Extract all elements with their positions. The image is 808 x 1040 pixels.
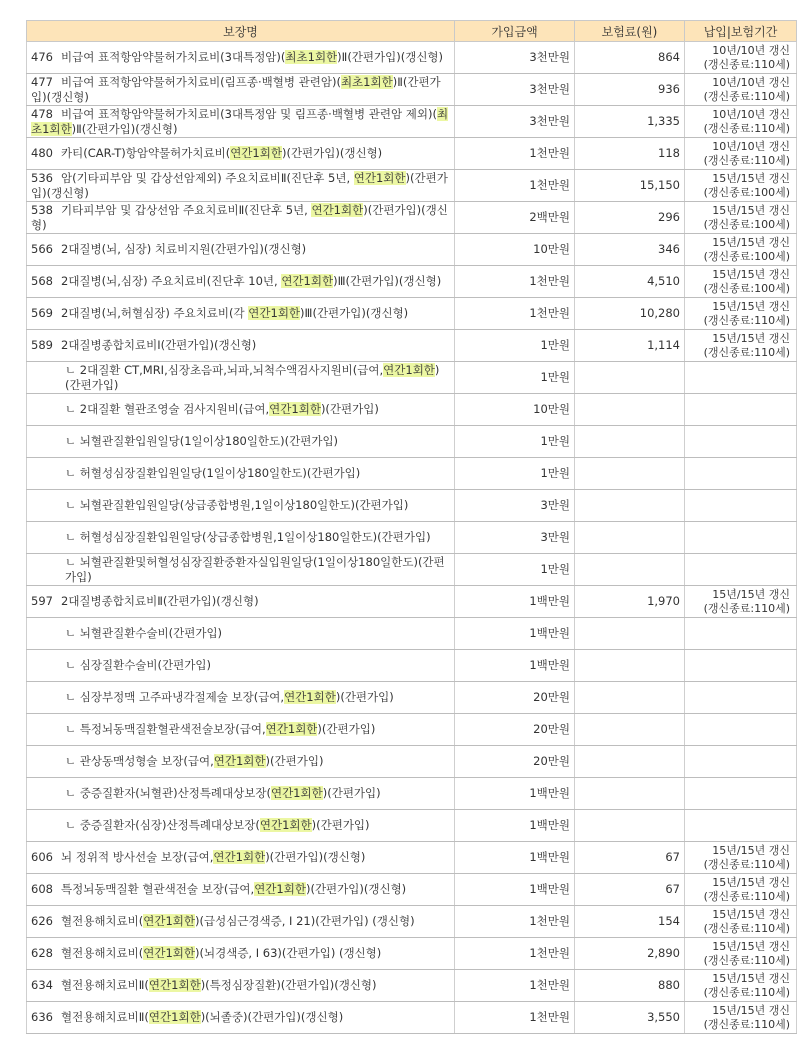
coverage-text: 혈전용해치료비( — [61, 946, 144, 960]
coverage-text: ㄴ 뇌혈관질환입원일당(1일이상180일한도)(간편가입) — [65, 434, 339, 448]
coverage-code: 628 — [31, 946, 53, 960]
insured-amount-cell: 3만원 — [455, 522, 575, 554]
payment-period-cell — [685, 714, 797, 746]
period-end-age: (갱신종료:100세) — [703, 217, 790, 231]
coverage-code: 589 — [31, 338, 53, 352]
premium-cell: 880 — [575, 970, 685, 1002]
premium-cell — [575, 810, 685, 842]
payment-period-cell — [685, 906, 797, 938]
coverage-code: 569 — [31, 306, 53, 320]
insured-amount-cell: 1천만원 — [455, 906, 575, 938]
period-end-age: (갱신종료:110세) — [703, 921, 790, 935]
premium-cell: 118 — [575, 138, 685, 170]
premium-cell — [575, 650, 685, 682]
table-row — [27, 618, 797, 650]
period-end-age: (갱신종료:110세) — [703, 953, 790, 967]
table-row — [27, 874, 797, 906]
payment-period-cell — [685, 554, 797, 586]
coverage-text: )(간편가입)(갱신형) — [281, 146, 383, 160]
coverage-text: ㄴ 뇌혈관질환수술비(간편가입) — [65, 626, 223, 640]
limit-highlight: 연간1회한 — [265, 722, 318, 736]
table-row — [27, 714, 797, 746]
coverage-name-cell — [27, 74, 455, 106]
table-row — [27, 586, 797, 618]
limit-highlight: 연간1회한 — [148, 1010, 201, 1024]
period-term: 15년/15년 갱신 — [712, 971, 790, 985]
coverage-name-cell — [27, 330, 455, 362]
payment-period-cell — [685, 234, 797, 266]
insured-amount-cell: 1천만원 — [455, 170, 575, 202]
premium-cell: 15,150 — [575, 170, 685, 202]
coverage-text: 암(기타피부암 및 갑상선암제외) 주요치료비Ⅱ(진단후 5년, — [61, 170, 354, 185]
coverage-name-cell — [27, 810, 455, 842]
period-end-age: (갱신종료:110세) — [703, 153, 790, 167]
coverage-text: 카티(CAR-T)항암약물허가치료비( — [61, 146, 231, 160]
premium-cell — [575, 490, 685, 522]
table-row — [27, 74, 797, 106]
coverage-code: 634 — [31, 978, 53, 992]
header-payment-period: 납입|보험기간 — [685, 21, 797, 42]
coverage-text: )(간편가입) — [65, 362, 440, 392]
payment-period-cell — [685, 170, 797, 202]
coverage-text: )(뇌졸중)(간편가입)(갱신형) — [200, 1010, 344, 1024]
coverage-name-cell — [27, 554, 455, 586]
table-row — [27, 330, 797, 362]
coverage-name-cell — [27, 394, 455, 426]
coverage-code: 597 — [31, 594, 53, 608]
premium-cell: 4,510 — [575, 266, 685, 298]
payment-period-cell — [685, 586, 797, 618]
period-end-age: (갱신종료:100세) — [703, 249, 790, 263]
coverage-text: )Ⅱ(간편가입)(갱신형) — [71, 121, 178, 136]
coverage-code: 476 — [31, 50, 53, 64]
payment-period-cell — [685, 74, 797, 106]
table-row — [27, 42, 797, 74]
premium-cell — [575, 394, 685, 426]
insured-amount-cell: 1만원 — [455, 362, 575, 394]
limit-highlight: 연간1회한 — [143, 946, 196, 960]
premium-cell: 67 — [575, 842, 685, 874]
premium-cell — [575, 522, 685, 554]
limit-highlight: 연간1회한 — [284, 690, 336, 704]
coverage-code: 478 — [31, 106, 53, 121]
coverage-text: )(간편가입)(갱신형) — [31, 202, 448, 232]
coverage-name-cell — [27, 426, 455, 458]
period-end-age: (갱신종료:110세) — [703, 121, 790, 135]
period-end-age: (갱신종료:110세) — [703, 89, 790, 103]
coverage-name-cell — [27, 298, 455, 330]
payment-period-cell — [685, 522, 797, 554]
table-row — [27, 938, 797, 970]
premium-cell — [575, 362, 685, 394]
coverage-code: 538 — [31, 202, 53, 217]
coverage-text: ㄴ 중증질환자(뇌혈관)산정특례대상보장( — [65, 786, 271, 800]
premium-cell: 1,114 — [575, 330, 685, 362]
period-end-age: (갱신종료:100세) — [703, 281, 790, 295]
coverage-text: 혈전용해치료비Ⅱ( — [61, 1010, 149, 1024]
payment-period-cell — [685, 298, 797, 330]
limit-highlight: 연간1회한 — [148, 978, 201, 992]
payment-period-cell — [685, 362, 797, 394]
coverage-name-cell — [27, 906, 455, 938]
coverage-name-cell — [27, 714, 455, 746]
payment-period-cell — [685, 394, 797, 426]
coverage-text: ㄴ 심장질환수술비(간편가입) — [65, 658, 211, 672]
premium-cell: 10,280 — [575, 298, 685, 330]
coverage-name-cell — [27, 618, 455, 650]
period-end-age: (갱신종료:110세) — [703, 1017, 790, 1031]
limit-highlight: 연간1회한 — [230, 146, 282, 160]
coverage-text: 비급여 표적항암약물허가치료비(3대특정암 및 림프종·백혈병 관련암 제외)( — [61, 106, 437, 121]
coverage-text: 뇌 정위적 방사선술 보장(급여, — [61, 850, 214, 864]
period-term: 15년/15년 갱신 — [712, 331, 790, 345]
insured-amount-cell: 1백만원 — [455, 778, 575, 810]
coverage-text: 비급여 표적항암약물허가치료비(3대특정암)( — [61, 50, 286, 64]
insured-amount-cell: 3천만원 — [455, 106, 575, 138]
coverage-text: )(급성심근경색증, I 21)(간편가입) (갱신형) — [195, 914, 415, 928]
period-term: 10년/10년 갱신 — [712, 43, 790, 57]
coverage-code: 636 — [31, 1010, 53, 1024]
header-coverage-name: 보장명 — [27, 21, 455, 42]
coverage-name-cell — [27, 170, 455, 202]
premium-cell: 936 — [575, 74, 685, 106]
insured-amount-cell: 3만원 — [455, 490, 575, 522]
limit-highlight: 연간1회한 — [254, 882, 306, 896]
table-row — [27, 778, 797, 810]
coverage-text: 특정뇌동맥질환 혈관색전술 보장(급여, — [61, 882, 255, 896]
premium-cell: 154 — [575, 906, 685, 938]
coverage-text: )Ⅱ(간편가입)(갱신형) — [337, 50, 444, 64]
table-row — [27, 394, 797, 426]
coverage-name-cell — [27, 1002, 455, 1034]
coverage-code: 568 — [31, 274, 53, 288]
period-end-age: (갱신종료:110세) — [703, 889, 790, 903]
table-row — [27, 522, 797, 554]
coverage-text: 비급여 표적항암약물허가치료비(림프종·백혈병 관련암)( — [61, 74, 341, 89]
premium-cell — [575, 426, 685, 458]
table-row — [27, 1002, 797, 1034]
premium-cell — [575, 746, 685, 778]
limit-highlight: 연간1회한 — [143, 914, 196, 928]
period-term: 15년/15년 갱신 — [712, 299, 790, 313]
payment-period-cell — [685, 842, 797, 874]
coverage-text: )(간편가입) — [320, 402, 379, 416]
payment-period-cell — [685, 106, 797, 138]
coverage-text: ㄴ 뇌혈관질환입원일당(상급종합병원,1일이상180일한도)(간편가입) — [65, 498, 409, 512]
table-row — [27, 554, 797, 586]
table-row — [27, 970, 797, 1002]
payment-period-cell — [685, 266, 797, 298]
coverage-text: ㄴ 관상동맥성형술 보장(급여, — [65, 754, 214, 768]
premium-cell: 296 — [575, 202, 685, 234]
period-term: 15년/15년 갱신 — [712, 267, 790, 281]
premium-cell: 1,970 — [575, 586, 685, 618]
table-row — [27, 906, 797, 938]
insured-amount-cell: 1천만원 — [455, 970, 575, 1002]
table-row — [27, 170, 797, 202]
period-term: 15년/15년 갱신 — [712, 171, 790, 185]
coverage-name-cell — [27, 938, 455, 970]
payment-period-cell — [685, 202, 797, 234]
limit-highlight: 최초1회한 — [285, 50, 338, 64]
coverage-text: ㄴ 허혈성심장질환입원일당(상급종합병원,1일이상180일한도)(간편가입) — [65, 530, 431, 544]
coverage-name-cell — [27, 202, 455, 234]
period-term: 15년/15년 갱신 — [712, 907, 790, 921]
payment-period-cell — [685, 874, 797, 906]
table-row — [27, 842, 797, 874]
insured-amount-cell: 1백만원 — [455, 650, 575, 682]
limit-highlight: 연간1회한 — [281, 274, 334, 288]
coverage-name-cell — [27, 266, 455, 298]
coverage-name-cell — [27, 746, 455, 778]
limit-highlight: 연간1회한 — [383, 362, 435, 377]
limit-highlight: 연간1회한 — [248, 306, 301, 320]
coverage-text: ㄴ 2대질환 혈관조영술 검사지원비(급여, — [65, 402, 270, 416]
coverage-text: 혈전용해치료비( — [61, 914, 144, 928]
insured-amount-cell: 10만원 — [455, 234, 575, 266]
coverage-text: )(뇌경색증, I 63)(간편가입) (갱신형) — [195, 946, 382, 960]
coverage-text: 혈전용해치료비Ⅱ( — [61, 978, 149, 992]
payment-period-cell — [685, 746, 797, 778]
coverage-name-cell — [27, 522, 455, 554]
limit-highlight: 연간1회한 — [259, 818, 312, 832]
period-end-age: (갱신종료:110세) — [703, 345, 790, 359]
payment-period-cell — [685, 938, 797, 970]
insured-amount-cell: 20만원 — [455, 746, 575, 778]
insured-amount-cell: 3천만원 — [455, 42, 575, 74]
premium-cell: 2,890 — [575, 938, 685, 970]
table-row — [27, 138, 797, 170]
insured-amount-cell: 2백만원 — [455, 202, 575, 234]
period-term: 15년/15년 갱신 — [712, 235, 790, 249]
table-row — [27, 746, 797, 778]
limit-highlight: 연간1회한 — [213, 850, 266, 864]
coverage-code: 536 — [31, 170, 53, 185]
coverage-text: ㄴ 허혈성심장질환입원일당(1일이상180일한도)(간편가입) — [65, 466, 361, 480]
insured-amount-cell: 10만원 — [455, 394, 575, 426]
coverage-text: )Ⅱ(간편가입)(갱신형) — [31, 74, 441, 104]
coverage-text: )(간편가입) — [317, 722, 376, 736]
payment-period-cell — [685, 618, 797, 650]
table-row — [27, 458, 797, 490]
period-end-age: (갱신종료:100세) — [703, 185, 790, 199]
table-row — [27, 202, 797, 234]
coverage-name-cell — [27, 138, 455, 170]
insured-amount-cell: 1만원 — [455, 330, 575, 362]
insured-amount-cell: 1천만원 — [455, 298, 575, 330]
period-term: 15년/15년 갱신 — [712, 939, 790, 953]
coverage-code: 606 — [31, 850, 53, 864]
coverage-text: )Ⅲ(간편가입)(갱신형) — [333, 274, 442, 288]
limit-highlight: 연간1회한 — [353, 170, 406, 185]
period-term: 15년/15년 갱신 — [712, 203, 790, 217]
coverage-name-cell — [27, 650, 455, 682]
insured-amount-cell: 1천만원 — [455, 1002, 575, 1034]
table-row — [27, 234, 797, 266]
coverage-text: 2대질병종합치료비Ⅰ(간편가입)(갱신형) — [61, 338, 257, 352]
period-end-age: (갱신종료:110세) — [703, 857, 790, 871]
premium-cell: 864 — [575, 42, 685, 74]
coverage-code: 608 — [31, 882, 53, 896]
table-row — [27, 490, 797, 522]
coverage-text: )(특정심장질환)(간편가입)(갱신형) — [200, 978, 377, 992]
insured-amount-cell: 1백만원 — [455, 842, 575, 874]
insured-amount-cell: 20만원 — [455, 714, 575, 746]
coverage-name-cell — [27, 682, 455, 714]
period-term: 10년/10년 갱신 — [712, 139, 790, 153]
premium-cell: 346 — [575, 234, 685, 266]
period-term: 15년/15년 갱신 — [712, 875, 790, 889]
coverage-text: 기타피부암 및 갑상선암 주요치료비Ⅱ(진단후 5년, — [61, 202, 312, 217]
premium-cell — [575, 458, 685, 490]
header-insured-amount: 가입금액 — [455, 21, 575, 42]
period-end-age: (갱신종료:110세) — [703, 313, 790, 327]
payment-period-cell — [685, 810, 797, 842]
premium-cell: 3,550 — [575, 1002, 685, 1034]
coverage-text: ㄴ 2대질환 CT,MRI,심장초음파,뇌파,뇌척수액검사지원비(급여, — [65, 362, 384, 377]
insured-amount-cell: 1백만원 — [455, 586, 575, 618]
coverage-text: )(간편가입)(갱신형) — [305, 882, 407, 896]
coverage-code: 477 — [31, 74, 53, 89]
coverage-text: 2대질병(뇌,허혈심장) 주요치료비(각 — [61, 306, 249, 320]
table-row — [27, 650, 797, 682]
period-end-age: (갱신종료:110세) — [703, 601, 790, 615]
payment-period-cell — [685, 42, 797, 74]
premium-cell: 1,335 — [575, 106, 685, 138]
payment-period-cell — [685, 682, 797, 714]
payment-period-cell — [685, 650, 797, 682]
limit-highlight: 최초1회한 — [31, 106, 449, 136]
limit-highlight: 연간1회한 — [270, 786, 323, 800]
insured-amount-cell: 1천만원 — [455, 266, 575, 298]
insured-amount-cell: 1천만원 — [455, 938, 575, 970]
coverage-text: 2대질병(뇌,심장) 주요치료비(진단후 10년, — [61, 274, 282, 288]
coverage-text: )(간편가입) — [265, 754, 324, 768]
table-body — [27, 42, 797, 1034]
coverage-text: ㄴ 심장부정맥 고주파냉각절제술 보장(급여, — [65, 690, 285, 704]
table-row — [27, 106, 797, 138]
payment-period-cell — [685, 1002, 797, 1034]
insured-amount-cell: 3천만원 — [455, 74, 575, 106]
payment-period-cell — [685, 970, 797, 1002]
coverage-name-cell — [27, 778, 455, 810]
coverage-name-cell — [27, 874, 455, 906]
coverage-name-cell — [27, 42, 455, 74]
premium-cell — [575, 778, 685, 810]
coverage-text: )(간편가입) — [335, 690, 394, 704]
insured-amount-cell: 1백만원 — [455, 874, 575, 906]
coverage-name-cell — [27, 362, 455, 394]
coverage-name-cell — [27, 970, 455, 1002]
payment-period-cell — [685, 138, 797, 170]
table-row — [27, 682, 797, 714]
limit-highlight: 연간1회한 — [213, 754, 266, 768]
premium-cell — [575, 554, 685, 586]
coverage-table — [26, 20, 797, 1034]
coverage-name-cell — [27, 234, 455, 266]
coverage-text: ㄴ 특정뇌동맥질환혈관색전술보장(급여, — [65, 722, 266, 736]
period-term: 15년/15년 갱신 — [712, 587, 790, 601]
coverage-name-cell — [27, 490, 455, 522]
coverage-code: 566 — [31, 242, 53, 256]
premium-cell — [575, 714, 685, 746]
limit-highlight: 연간1회한 — [311, 202, 364, 217]
payment-period-cell — [685, 490, 797, 522]
insured-amount-cell: 1백만원 — [455, 618, 575, 650]
premium-cell: 67 — [575, 874, 685, 906]
coverage-text: ㄴ 뇌혈관질환및허혈성심장질환중환자실입원일당(1일이상180일한도)(간편가입) — [65, 554, 445, 584]
period-term: 10년/10년 갱신 — [712, 75, 790, 89]
payment-period-cell — [685, 458, 797, 490]
period-end-age: (갱신종료:110세) — [703, 57, 790, 71]
table-row — [27, 810, 797, 842]
period-term: 15년/15년 갱신 — [712, 843, 790, 857]
payment-period-cell — [685, 426, 797, 458]
coverage-text: )Ⅲ(간편가입)(갱신형) — [300, 306, 409, 320]
table-row — [27, 362, 797, 394]
insured-amount-cell: 1만원 — [455, 458, 575, 490]
limit-highlight: 최초1회한 — [340, 74, 393, 89]
coverage-text: )(간편가입)(갱신형) — [265, 850, 366, 864]
premium-cell — [575, 618, 685, 650]
coverage-text: )(간편가입) — [311, 818, 370, 832]
payment-period-cell — [685, 778, 797, 810]
coverage-text: )(간편가입) — [322, 786, 381, 800]
limit-highlight: 연간1회한 — [269, 402, 321, 416]
header-premium: 보험료(원) — [575, 21, 685, 42]
coverage-text: ㄴ 중증질환자(심장)산정특례대상보장( — [65, 818, 260, 832]
insured-amount-cell: 1백만원 — [455, 810, 575, 842]
insured-amount-cell: 1만원 — [455, 426, 575, 458]
insured-amount-cell: 1천만원 — [455, 138, 575, 170]
period-term: 10년/10년 갱신 — [712, 107, 790, 121]
coverage-text: )(간편가입)(갱신형) — [31, 170, 448, 200]
table-row — [27, 298, 797, 330]
period-end-age: (갱신종료:110세) — [703, 985, 790, 999]
coverage-name-cell — [27, 106, 455, 138]
insured-amount-cell: 20만원 — [455, 682, 575, 714]
coverage-code: 626 — [31, 914, 53, 928]
coverage-text: 2대질병(뇌, 심장) 치료비지원(간편가입)(갱신형) — [61, 242, 307, 256]
coverage-name-cell — [27, 458, 455, 490]
table-header-row — [27, 21, 797, 42]
coverage-name-cell — [27, 842, 455, 874]
period-term: 15년/15년 갱신 — [712, 1003, 790, 1017]
premium-cell — [575, 682, 685, 714]
table-row — [27, 426, 797, 458]
table-row — [27, 266, 797, 298]
coverage-name-cell — [27, 586, 455, 618]
insured-amount-cell: 1만원 — [455, 554, 575, 586]
payment-period-cell — [685, 330, 797, 362]
coverage-text: 2대질병종합치료비Ⅱ(간편가입)(갱신형) — [61, 594, 259, 608]
coverage-code: 480 — [31, 146, 53, 160]
